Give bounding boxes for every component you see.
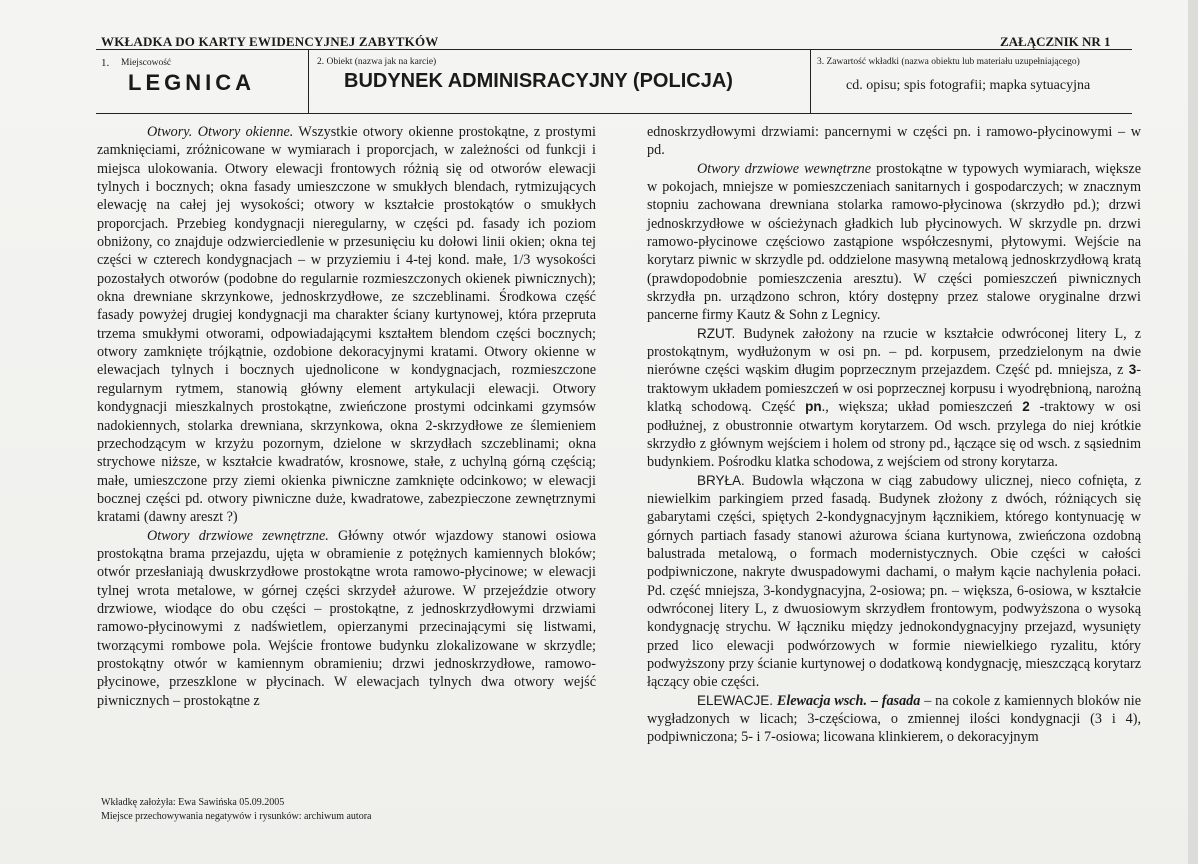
heading-plan: RZUT. [697,325,736,341]
paragraph-windows [97,123,596,527]
paragraph-interior-doors [647,160,1141,325]
footer-storage: Miejsce przechowywania negatywów i rysunków: archiwum autora [101,811,372,822]
plan-text-d: -traktowy w osi podłużnej, z obustronnie otwartym korytarzem. Od wsch. przylega do niej krótkie skrzydło z głównym wejściem i holem od strony pd., łączące się od wsch. z sąsiednim budynkiem. Pośrodku klatka schodowa, z wejściem od strony korytarza. [647,399,1142,471]
form-divider-2 [810,49,811,113]
left-column [97,123,596,710]
paragraph-massing [647,472,1141,692]
subheading-windows: Otwory okienne. [197,124,294,140]
paragraph-plan [647,325,1141,472]
paragraph-elevations [647,692,1141,747]
field3-label: 3. Zawartość wkładki (nazwa obiektu lub materiału uzupełniającego) [817,57,1080,67]
paragraph-exterior-doors [97,527,596,710]
plan-text-c: ., większa; układ pomieszczeń [821,399,1023,416]
windows-text: Wszystkie otwory okienne prostokątne, z prostymi zamknięciami, zróżnicowane w wymiarach i proporcjach, w zależności od funkcji i miejsca ulokowania. Otwory elewacji frontowych różnią się od otworów elewacji tylnych i bocznych; okna fasady umieszczone w smukłych blendach, rytmizujących elewację na całej jej wysokości; otwory w kształcie prostokątów o smukłych proporcjach. Przebieg kondygnacji nieregularny, w części pd. fasady ich poziom obniżony, co znajduje odzwierciedlenie w przesunięciu ku dołowi linii okien; okna tej części w czterech kondygnacjach – w przyziemiu i 4-tej kond. małe, 1/3 wysokości pozostałych otworów (podobne do regularnie rozmieszczonych okienek piwnicznych); okna drewniane skrzynkowe, jednoskrzydłowe, ze szczeblinami. Środkowa część fasady powyżej drugiej kondygnacji ma charakter ściany kurtynowej, która przepruta trzema smukłymi otworami, odpowiadającymi kształtem blendom części bocznych; otwory zamknięte trójkątnie, ozdobione dekoracyjnymi kratami. Otwory okienne w elewacjach tylnych i bocznych ujednolicone w kondygnacjach, rozmieszczone regularnym rytmem, stanowią główny element artykulacji elewacji. Otwory kondygnacji mieszkalnych prostokątne, zwieńczone prostymi odcinkami gzymsów nadokiennych, stolarka drewniana, skrzynkowa, okna 2-skrzydłowe ze ślemieniem przechodzącym w krzyżu pozornym, dzielone w skrzydłach szczeblinami; okna strychowe niższe, w kształcie kwadratów, krosnowe, stałe, z uchylną górną częścią; małe, umieszczone przy ziemi okienka piwniczne zamknięte odcinkowo; w elewacji bocznej części pd. otwory piwniczne duże, kwadratowe, zabezpieczone zewnętrznymi kratami (dawny areszt ?) [97,124,596,526]
heading-massing: BRYŁA. [697,472,745,488]
paragraph-continuation: ednoskrzydłowymi drzwiami: pancernymi w części pn. i ramowo-płycinowymi – w pd. [647,124,1141,159]
header-title: WKŁADKA DO KARTY EWIDENCYJNEJ ZABYTKÓW [101,34,439,49]
field2-label: 2. Obiekt (nazwa jak na karcie) [317,57,437,67]
city-value: LEGNICA [128,70,255,95]
subheading-exterior-doors: Otwory drzwiowe zewnętrzne. [147,527,329,544]
object-name-value: BUDYNEK ADMINISRACYJNY (POLICJA) [344,70,733,92]
form-bottom-rule [96,113,1132,114]
heading-openings: Otwory. [147,124,193,140]
field1-number: 1. [101,57,110,69]
subheading-east-facade: Elewacja wsch. – fasada [776,692,921,709]
scan-edge [1188,0,1198,864]
subheading-interior-doors: Otwory drzwiowe wewnętrzne [697,160,872,177]
elevations-text: – na cokole z kamiennych bloków nie wygładzonych w licach; 3-częściowa, o zmiennej ilości kondygnacji (3 i 4), podpiwniczona; 5- i 7-osiowa; licowana klinkierem, o dekoracyjnym [647,692,1141,746]
form-top-rule [96,49,1132,50]
plan-text-a: Budynek założony na rzucie w kształcie odwróconej litery L, z prostokątnym, wydłużonym w osi pn. – pd. korpusem, przedzielonym na dwie nierówne części wąskim długim poprzecznym przejazdem. Część pd. mniejsza, z [647,325,1141,379]
plan-handwritten-2: 2 [1022,399,1030,415]
interior-doors-text: prostokątne w typowych wymiarach, większe w pokojach, mniejsze w pomieszczeniach sanitarnych i gospodarczych; w znacznym stopniu zachowana drewniana stolarka ramowo-płycinowa (skrzydło pd.); drzwi jednoskrzydłowe w ościeżynach gładkich lub płycinowych. W skrzydle pn. drzwi ramowo-płycinowe częściowo zastąpione współczesnymi, płytowymi. Wejście na korytarz piwnic w skrzydle pd. oddzielone masywną metalową jednoskrzydłową kratą (prawdopodobnie pomieszczenia aresztu). W części pomieszczeń piwnicznych skrzydła pn. urządzono schron, który dostępny przez stalowe oryginalne drzwi pancerne firmy Kautz & Sohn z Legnicy. [647,160,1141,324]
plan-handwritten-pn: pn [805,399,822,415]
massing-text: Budowla włączona w ciąg zabudowy ulicznej, nieco cofnięta, z niewielkim parkingiem przed fasadą. Budynek złożony z dwóch, różniących się gabarytami części, spiętych 2-kondygnacyjnym łącznikiem, którego kontynuację w górnych partiach fasady stanowi ażurowa ściana kurtynowa, zwieńczona ozdobną balustrada metalową, o formach modernistycznych. Obie części w całości podpiwniczone, nakryte dwuspadowymi dachami, o małym kącie nachylenia połaci. Pd. część mniejsza, 3-kondygnacyjna, 2-osiowa; pn. – większa, 6-osiowa, w kształcie odwróconej litery L, z dwuosiowym skrzydłem frontowym, podwyższona o wysoką kondygnację strychu. W łączniku między jednokondygnacyjny przejazd, wysunięty przed lico elewacji podwórzowych w formie niewielkiego ryzalitu, który podwyższony przy ścianie kurtynowej o dodatkową kondygnację, mieszczącą korytarz łączący obie części. [647,472,1141,691]
plan-text-b: -traktowym układem pomieszczeń w osi poprzecznej korpusu i wyodrębnioną, narożną klatką schodową. Część [647,362,1141,416]
field1-label: Miejscowość [121,58,172,68]
form-divider-1 [308,49,309,113]
header-attachment: ZAŁĄCZNIK NR 1 [1000,34,1111,49]
footer-author: Wkładkę założyła: Ewa Sawińska 05.09.2005 [101,797,285,808]
plan-handwritten-3: 3 [1128,362,1137,378]
exterior-doors-text: Główny otwór wjazdowy stanowi osiowa prostokątna brama przejazdu, ujęta w obramienie z potężnych kamiennych bloków; otwór przesłaniają dwuskrzydłowe prostokątne wrota ramowo-płycinowe; w elewacji tylnej wrota metalowe, w górnej części skrzydeł ażurowe. W przejeździe otwory drzwiowe, wiodące do obu części – prostokątne, z jednoskrzydłowymi drzwiami ramowo-płycinowymi z nadświetlem, opierzanymi przecinającymi się listwami, tworzącymi rombowe pola. Wejście frontowe budynku zlokalizowane w skrzydle; prostokątny otwór w kamiennym obramieniu; drzwi jednoskrzydłowe, ramowo-płycinowe, przeszklone w płycinach. W elewacjach tylnych dwa otwory wejść piwnicznych – prostokątne z [97,527,596,709]
heading-elevations: ELEWACJE. [697,692,774,708]
right-column [647,123,1141,747]
contents-value: cd. opisu; spis fotografii; mapka sytuacyjna [846,78,1091,93]
